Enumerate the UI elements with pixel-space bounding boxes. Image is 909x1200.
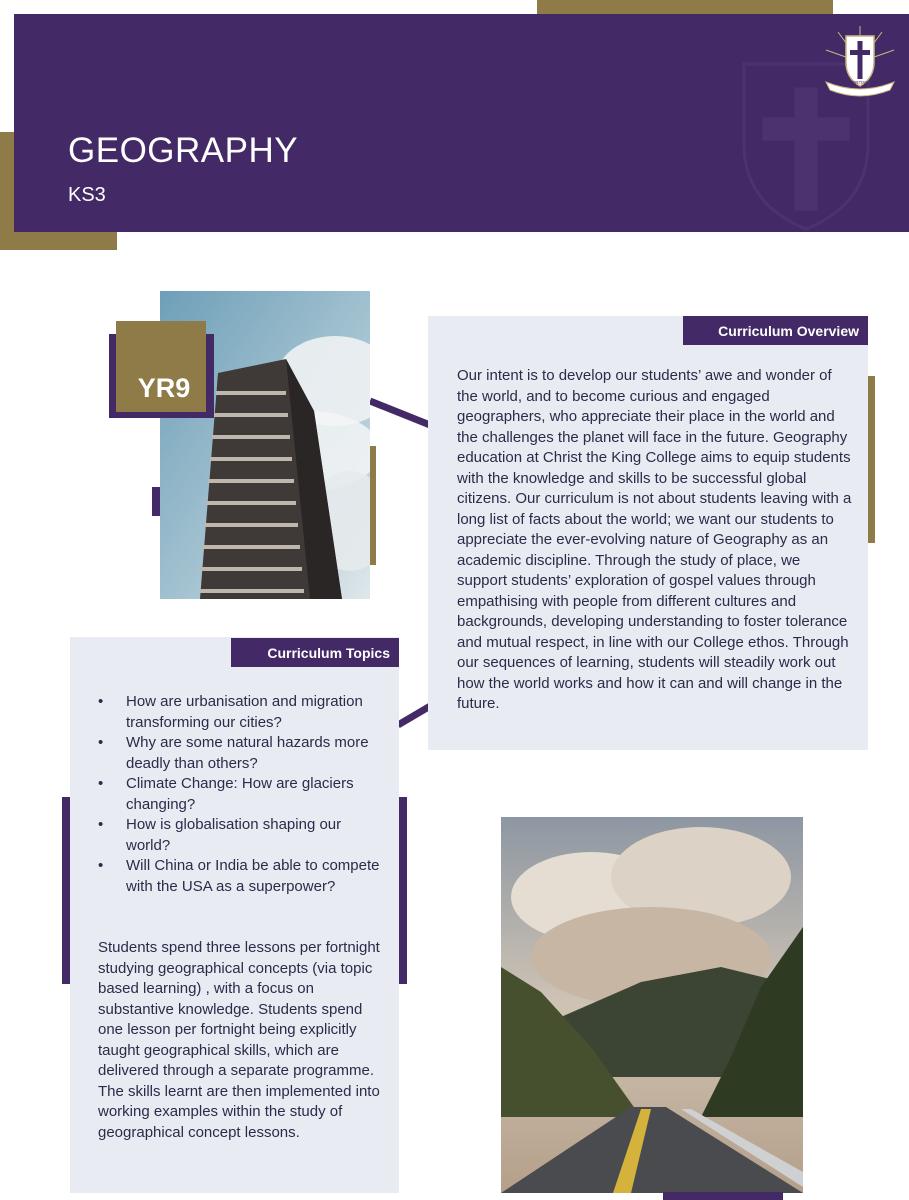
topic-text: How are urbanisation and migration transforming our cities? (126, 693, 363, 731)
list-item: • Will China or India be able to compete with the USA as a superpower? (98, 857, 380, 895)
page-title: GEOGRAPHY (68, 131, 299, 170)
topic-text: Will China or India be able to compete with the USA as a superpower? (126, 857, 380, 895)
list-item: • Climate Change: How are glaciers changing? (98, 775, 354, 813)
crest-icon (822, 24, 898, 98)
crest-motto: VIA · VERITAS · VITA (838, 80, 882, 85)
college-crest-logo (822, 24, 898, 98)
purple-accent-left (62, 797, 70, 984)
topic-text: Why are some natural hazards more deadly than others? (126, 734, 369, 772)
year-badge-label: YR9 (137, 373, 191, 403)
list-item: • How is globalisation shaping our world? (98, 816, 342, 854)
gold-accent-right (868, 376, 875, 543)
purple-accent (152, 487, 160, 516)
wildfire-road-photo (501, 817, 803, 1193)
header-banner (14, 14, 909, 232)
year-badge (116, 321, 206, 412)
curriculum-topics-heading: Curriculum Topics (231, 638, 399, 667)
curriculum-overview-text: Our intent is to develop our students’ awe and wonder of the world, and to become curious and engaged geographers, who appreciate their place in the world and the challenges the planet will face in the future. Geography education at Christ the King College aims to equip students with the knowledge and skills to be successful global citizens. Our curriculum is not about students leaving with a long list of facts about the world; we want our students to appreciate the ever-evolving nature of Geography as an academic discipline. Through the study of place, we support students’ exploration of gospel values through empathising with people from different cultures and backgrounds, developing understanding to foster tolerance and mutual respect, in line with our College ethos. Through our sequences of learning, students will steadily work out how the world works and how it can and will change in the future. (457, 367, 852, 712)
curriculum-overview-heading: Curriculum Overview (683, 316, 868, 345)
curriculum-topics-text: Students spend three lessons per fortnight studying geographical concepts (via topic based learning) , with a focus on substantive knowledge. Students spend one lesson per fortnight being explicitly taught geographical skills, which are delivered through a separate programme. The skills learnt are then implemented into working examples within the study of geographical concept lessons. (98, 939, 380, 1141)
list-item: • Why are some natural hazards more deadly than others? (98, 734, 369, 772)
purple-accent-right (399, 797, 407, 984)
page-subtitle: KS3 (68, 184, 106, 206)
topic-text: How is globalisation shaping our world? (126, 816, 342, 854)
purple-accent-bottom (663, 1192, 783, 1200)
list-item: • How are urbanisation and migration transforming our cities? (98, 693, 363, 731)
curriculum-topics-list (98, 692, 383, 897)
topic-text: Climate Change: How are glaciers changing? (126, 775, 354, 813)
